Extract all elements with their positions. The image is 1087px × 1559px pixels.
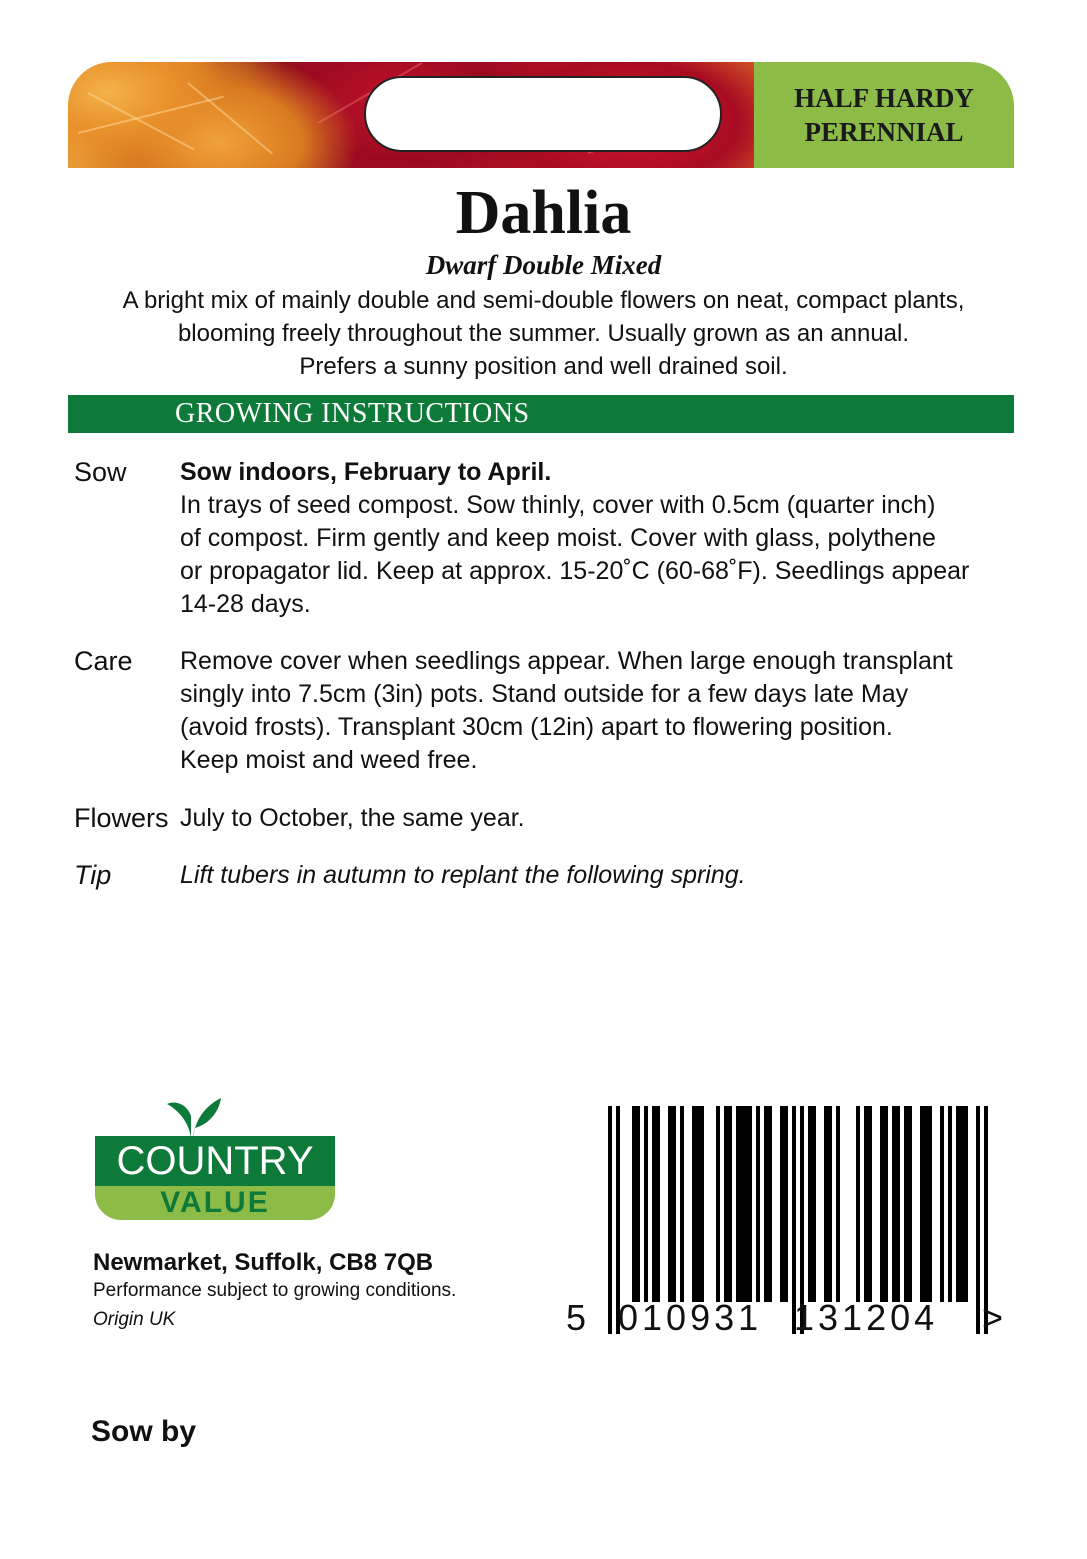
barcode-bar: [736, 1106, 740, 1302]
barcode-bar: [692, 1106, 696, 1302]
barcode-bar: [652, 1106, 656, 1302]
barcode-bar: [940, 1106, 944, 1302]
description-line: blooming freely throughout the summer. Usually grown as an annual.: [177, 320, 910, 347]
sow-by-label: Sow by: [91, 1415, 197, 1448]
barcode-bar: [880, 1106, 884, 1302]
barcode-bar: [784, 1106, 788, 1302]
barcode-bar: [908, 1106, 912, 1302]
sow-line: 14-28 days.: [180, 590, 311, 618]
barcode-bar: [836, 1106, 840, 1302]
description-line: Prefers a sunny position and well drained soil.: [299, 353, 788, 380]
barcode-bar: [644, 1106, 648, 1302]
brand-logo: [95, 1094, 335, 1226]
barcode-bar: [828, 1106, 832, 1302]
description-line: A bright mix of mainly double and semi-double flowers on neat, compact plants,: [122, 287, 965, 314]
disclaimer: Performance subject to growing conditions.: [93, 1280, 457, 1301]
barcode-bar: [956, 1106, 960, 1302]
section-heading: GROWING INSTRUCTIONS: [68, 395, 1014, 433]
care-body: [180, 645, 1000, 777]
logo-bottom-text: VALUE: [95, 1186, 335, 1220]
barcode-bar: [700, 1106, 704, 1302]
barcode-bar: [868, 1106, 872, 1302]
product-variety: Dwarf Double Mixed: [425, 250, 662, 280]
barcode-bar: [920, 1106, 924, 1302]
barcode-bar: [960, 1106, 964, 1302]
header-banner: [68, 62, 1014, 168]
barcode-bar: [824, 1106, 828, 1302]
barcode-guard-bar: [608, 1106, 612, 1334]
barcode-bar: [756, 1106, 760, 1302]
barcode-left-group: 010931: [618, 1297, 763, 1338]
barcode-right-group: 131204: [794, 1297, 939, 1338]
barcode-bar: [696, 1106, 700, 1302]
barcode-bar: [636, 1106, 640, 1302]
barcode-bar: [768, 1106, 772, 1302]
barcode-bar: [744, 1106, 748, 1302]
barcode-bar: [668, 1106, 672, 1302]
barcode-bar: [812, 1106, 816, 1302]
badge-line-2: PERENNIAL: [804, 117, 964, 147]
care-line: Keep moist and weed free.: [180, 746, 478, 774]
barcode-bar: [764, 1106, 768, 1302]
sow-headline: Sow indoors, February to April.: [180, 458, 552, 486]
flowers-label: Flowers: [74, 803, 169, 833]
barcode-bar: [716, 1106, 720, 1302]
tip-text: Lift tubers in autumn to replant the following spring.: [180, 861, 746, 889]
barcode-bar: [948, 1106, 952, 1302]
barcode-bar: [928, 1106, 932, 1302]
barcode-bar: [780, 1106, 784, 1302]
sow-label: Sow: [74, 457, 127, 487]
barcode-bar: [924, 1106, 928, 1302]
barcode: [566, 1106, 1016, 1342]
sow-body: [180, 456, 1000, 621]
barcode-bar: [892, 1106, 896, 1302]
barcode-guard-bar: [976, 1106, 980, 1334]
barcode-bar: [884, 1106, 888, 1302]
badge-line-1: HALF HARDY: [794, 83, 974, 113]
sow-line: of compost. Firm gently and keep moist. Cover with glass, polythene: [180, 524, 936, 552]
barcode-bar: [632, 1106, 636, 1302]
barcode-bar: [740, 1106, 744, 1302]
barcode-bar: [748, 1106, 752, 1302]
sow-line: In trays of seed compost. Sow thinly, cover with 0.5cm (quarter inch): [180, 491, 936, 519]
origin-label: Origin UK: [93, 1309, 176, 1330]
care-line: Remove cover when seedlings appear. When large enough transplant: [180, 647, 953, 675]
logo-top-text: COUNTRY: [95, 1136, 335, 1186]
barcode-bar: [896, 1106, 900, 1302]
barcode-bar: [724, 1106, 728, 1302]
barcode-bar: [904, 1106, 908, 1302]
tip-label: Tip: [74, 860, 112, 890]
plant-type-badge: [754, 62, 1014, 168]
leaf-icon: [161, 1094, 225, 1138]
barcode-bar: [728, 1106, 732, 1302]
barcode-first-digit: 5: [566, 1297, 587, 1338]
care-line: (avoid frosts). Transplant 30cm (12in) apart to flowering position.: [180, 713, 893, 741]
barcode-bar: [680, 1106, 684, 1302]
barcode-bar: [672, 1106, 676, 1302]
barcode-bar: [856, 1106, 860, 1302]
company-address: Newmarket, Suffolk, CB8 7QB: [93, 1249, 434, 1276]
barcode-end-mark: >: [982, 1297, 1004, 1338]
product-description: [0, 284, 1087, 383]
barcode-bar: [964, 1106, 968, 1302]
care-line: singly into 7.5cm (3in) pots. Stand outside for a few days late May: [180, 680, 909, 708]
barcode-bar: [864, 1106, 868, 1302]
hang-hole: [364, 76, 722, 152]
barcode-bar: [656, 1106, 660, 1302]
product-name: Dahlia: [455, 179, 632, 247]
sow-line: or propagator lid. Keep at approx. 15-20˚C (60-68˚F). Seedlings appear: [180, 557, 970, 585]
flowers-text: July to October, the same year.: [180, 804, 525, 832]
care-label: Care: [74, 646, 133, 676]
barcode-bar: [808, 1106, 812, 1302]
